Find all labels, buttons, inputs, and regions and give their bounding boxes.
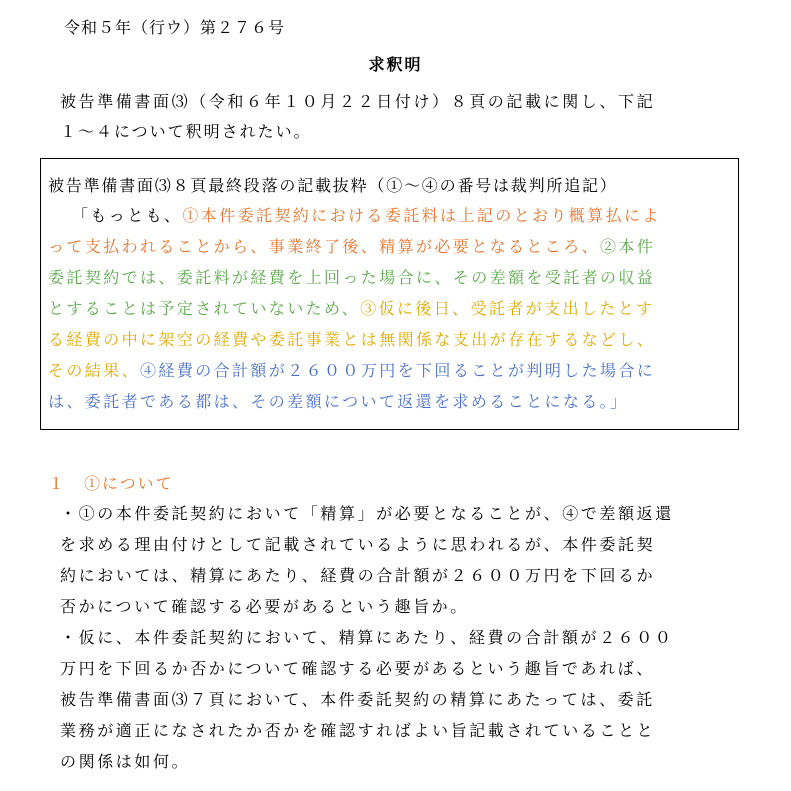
quote-part-4: ④経費の合計額が２６００万円を下回ることが判明した場合に: [140, 361, 656, 380]
quote-text: 「もっとも、: [72, 206, 183, 225]
section-1-paragraph-line: 否かについて確認する必要があるという趣旨か。: [60, 597, 469, 616]
intro-line-2: １～４について釈明されたい。: [60, 122, 312, 141]
section-1-paragraph-line: を求める理由付けとして記載されているように思われるが、本件委託契: [60, 535, 656, 554]
quote-line-2: [48, 237, 655, 257]
quote-part-2: ②本件: [600, 237, 656, 256]
quote-line-5: る経費の中に架空の経費や委託事業とは無関係な支出が存在するなどし、: [48, 330, 656, 349]
quote-line-7: は、委託者である都は、その差額について返還を求めることになる。」: [48, 392, 629, 411]
quote-part-3: ③仮に後日、受託者が支出したとす: [360, 299, 655, 318]
quote-part-1: ①本件委託契約における委託料は上記のとおり概算払によ: [182, 206, 661, 225]
intro-line-1: 被告準備書面⑶（令和６年１０月２２日付け）８頁の記載に関し、下記: [60, 92, 656, 111]
section-1-paragraph-line: ・①の本件委託契約において「精算」が必要となることが、④で差額返還: [60, 504, 674, 523]
quote-line-3: 委託契約では、委託料が経費を上回った場合に、その差額を受託者の収益: [48, 268, 656, 287]
quote-heading: 被告準備書面⑶８頁最終段落の記載抜粋（①～④の番号は裁判所追記）: [48, 176, 618, 195]
quote-part-1: って支払われることから、事業終了後、精算が必要となるところ、: [48, 237, 601, 256]
section-1-paragraph-line: 約においては、精算にあたり、経費の合計額が２６００万円を下回るか: [60, 566, 656, 585]
quote-box: [40, 158, 739, 430]
section-1-paragraph-line: の関係は如何。: [60, 752, 191, 771]
quote-line-6: [48, 361, 655, 381]
quote-part-2: とすることは予定されていないため、: [48, 299, 361, 318]
section-1-paragraph-line: ・仮に、本件委託契約において、精算にあたり、経費の合計額が２６００: [60, 628, 674, 647]
quote-line-1: [48, 206, 661, 226]
quote-line-4: [48, 299, 655, 319]
document-title: 求釈明: [368, 55, 423, 74]
section-1-paragraph-line: 業務が適正になされたか否かを確認すればよい旨記載されていることと: [60, 721, 656, 740]
section-1-paragraph-line: 被告準備書面⑶７頁において、本件委託契約の精算にあたっては、委託: [60, 690, 655, 709]
quote-part-3: その結果、: [48, 361, 141, 380]
case-number: 令和５年（行ウ）第２７６号: [64, 18, 286, 37]
section-1-heading: １ ①について: [48, 474, 174, 493]
section-1-paragraph-line: 万円を下回るか否かについて確認する必要があるという趣旨であれば、: [60, 659, 655, 678]
